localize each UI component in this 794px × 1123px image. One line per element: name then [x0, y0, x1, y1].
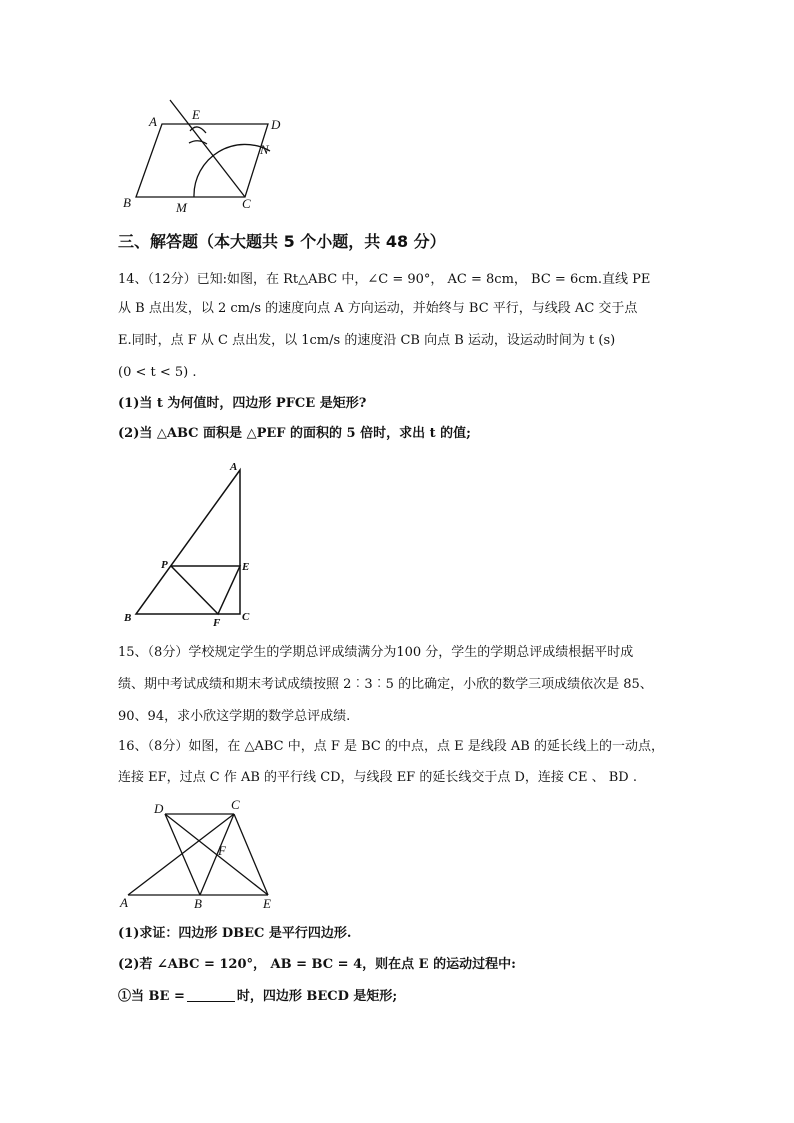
answer-blank[interactable]: [187, 989, 235, 1002]
bisector-line: [170, 100, 245, 197]
label-d: D: [154, 801, 164, 816]
line-db: [165, 814, 200, 895]
q16-sub-1-after: 时，四边形 BECD 是矩形;: [236, 989, 398, 1004]
label-p: P: [161, 559, 168, 571]
q16-line-2: 连接 EF，过点 C 作 AB 的平行线 CD，与线段 EF 的延长线交于点 D，连接 CE 、 BD .: [118, 770, 637, 785]
q14-line-2: 从 B 点出发，以 2 cm/s 的速度向点 A 方向运动，并始终与 BC 平行，与线段 AC 交于点: [118, 301, 638, 316]
label-e: E: [242, 561, 250, 573]
q14-line-4: (0 < t < 5) .: [118, 365, 197, 380]
q14-part-1: (1)当 t 为何值时，四边形 PFCE 是矩形?: [118, 396, 367, 411]
q14-part-2: (2)当 △ABC 面积是 △PEF 的面积的 5 倍时，求出 t 的值;: [118, 426, 471, 441]
q16-sub-1: [118, 987, 397, 1007]
line-cb: [200, 814, 234, 895]
label-f: F: [213, 617, 221, 629]
label-m: M: [176, 200, 187, 215]
line-ce: [234, 814, 268, 895]
figure-parallelogram-dbec: [118, 797, 278, 917]
q16-line-1: 16、（8分）如图，在 △ABC 中，点 F 是 BC 的中点，点 E 是线段 AB 的延长线上的一动点，: [118, 739, 664, 754]
q16-part-1: (1)求证：四边形 DBEC 是平行四边形.: [118, 926, 352, 941]
q16-part-2: (2)若 ∠ABC = 120°， AB = BC = 4，则在点 E 的运动过程中:: [118, 957, 516, 972]
label-n: N: [260, 142, 269, 157]
section-heading: 三、解答题（本大题共 5 个小题，共 48 分）: [118, 232, 446, 251]
q14-line-3: E.同时，点 F 从 C 点出发，以 1cm/s 的速度沿 CB 向点 B 运动，设运动时间为 t (s): [118, 333, 616, 348]
q15-line-2: 绩、期中考试成绩和期末考试成绩按照 2︰3︰5 的比确定，小欣的数学三项成绩依次是 85、: [118, 677, 653, 692]
label-c: C: [242, 611, 250, 623]
label-a: A: [230, 461, 238, 473]
q14-line-1: 14、（12分）已知:如图，在 Rt△ABC 中，∠C = 90°， AC = 8cm， BC = 6cm.直线 PE: [118, 272, 651, 287]
figure-right-triangle: [118, 458, 268, 633]
label-f: F: [218, 843, 226, 858]
label-c: C: [231, 797, 240, 812]
label-e: E: [192, 107, 200, 122]
figure-parallelogram-construction: [118, 98, 288, 218]
triangle-pef: [171, 566, 240, 614]
label-a: A: [149, 114, 157, 129]
q15-line-3: 90、94，求小欣这学期的数学总评成绩.: [118, 709, 351, 724]
q15-line-1: 15、（8分）学校规定学生的学期总评成绩满分为100 分，学生的学期总评成绩根据平时成: [118, 645, 634, 660]
label-d: D: [271, 117, 281, 132]
label-b: B: [124, 612, 132, 624]
label-a: A: [120, 895, 128, 910]
parallelogram-abcd: [136, 124, 268, 197]
label-b: B: [194, 896, 202, 911]
label-c: C: [242, 196, 251, 211]
triangle-abc: [136, 470, 240, 614]
label-e: E: [263, 896, 271, 911]
q16-sub-1-before: ①当 BE =: [118, 989, 185, 1004]
label-b: B: [123, 195, 131, 210]
